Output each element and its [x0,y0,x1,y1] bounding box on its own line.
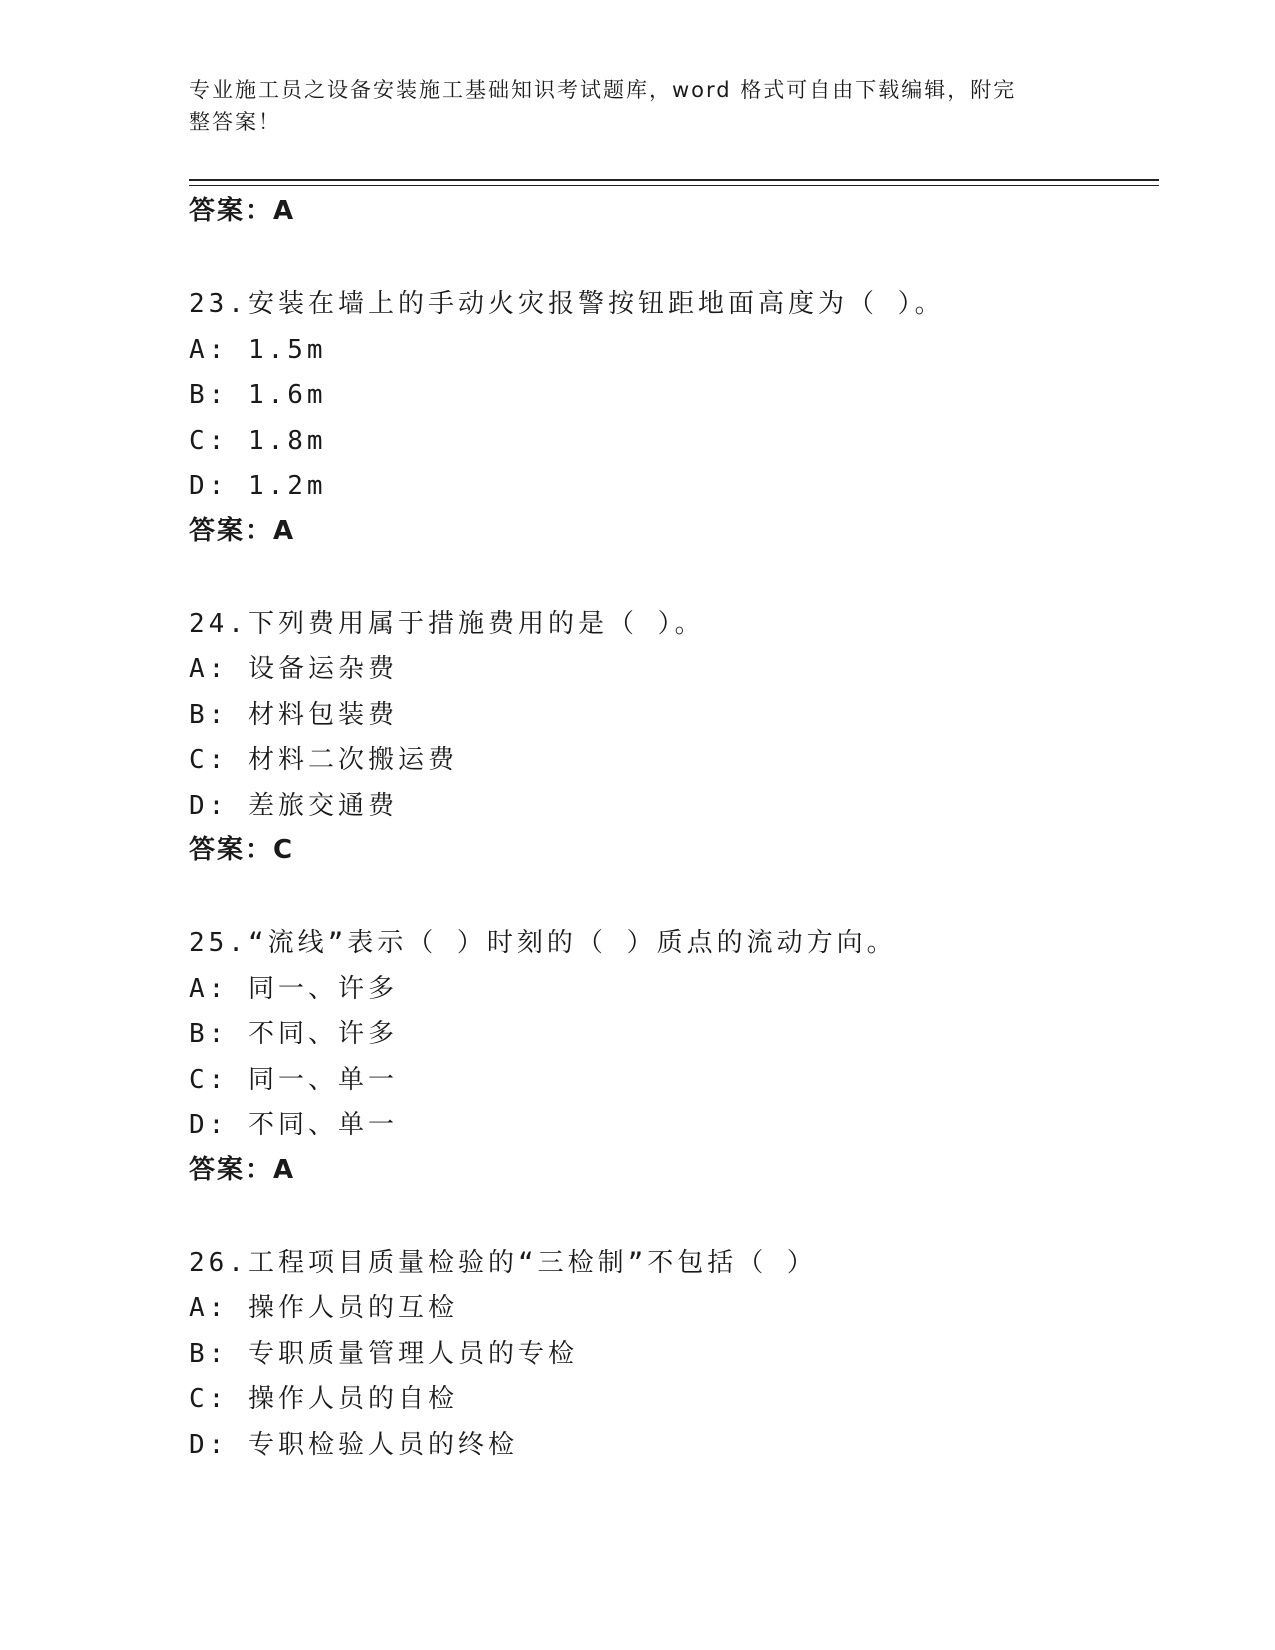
answer-line: 答案：A [189,196,296,226]
question-block [189,1241,1159,1469]
spacer [189,1191,1159,1241]
option-d: D: 不同、单一 [189,1110,398,1140]
header-divider-thick [189,179,1159,181]
question-stem: 25.“流线”表示（ ）时刻的（ ）质点的流动方向。 [189,928,897,958]
question-stem: 23.安装在墙上的手动火灾报警按钮距地面高度为（ ）。 [189,289,945,319]
spacer [189,871,1159,921]
question-block [189,602,1159,872]
option-a: A: 设备运杂费 [189,654,398,684]
question-stem: 24.下列费用属于措施费用的是（ ）。 [189,608,705,639]
question-list [189,190,1159,1468]
option-a: A: 1.5m [189,334,327,365]
spacer [189,232,1159,282]
option-c: C: 材料二次搬运费 [189,745,458,775]
option-b: B: 材料包装费 [189,699,398,730]
option-c: C: 同一、单一 [189,1064,398,1095]
header-line-1: 专业施工员之设备安装施工基础知识考试题库，word 格式可自由下载编辑，附完 [189,78,1017,102]
option-a: A: 同一、许多 [189,973,398,1004]
option-c: C: 1.8m [189,425,327,456]
answer-line: 答案：C [189,835,295,865]
option-b: B: 专职质量管理人员的专检 [189,1338,578,1369]
option-d: D: 差旅交通费 [189,790,398,821]
question-block [189,282,1159,552]
option-a: A: 操作人员的互检 [189,1293,458,1323]
spacer [189,552,1159,602]
option-d: D: 1.2m [189,471,327,501]
option-d: D: 专职检验人员的终检 [189,1429,518,1460]
answer-line: 答案：A [189,515,296,546]
question-stem: 26.工程项目质量检验的“三检制”不包括（ ） [189,1247,817,1278]
option-c: C: 操作人员的自检 [189,1384,458,1414]
option-b: B: 1.6m [189,380,327,410]
answer-line: 答案：A [189,1154,296,1185]
header-divider-thin [189,185,1159,186]
header-line-2: 整答案！ [189,110,281,134]
question-block [189,921,1159,1191]
option-b: B: 不同、许多 [189,1019,398,1049]
document-header [189,74,1089,138]
